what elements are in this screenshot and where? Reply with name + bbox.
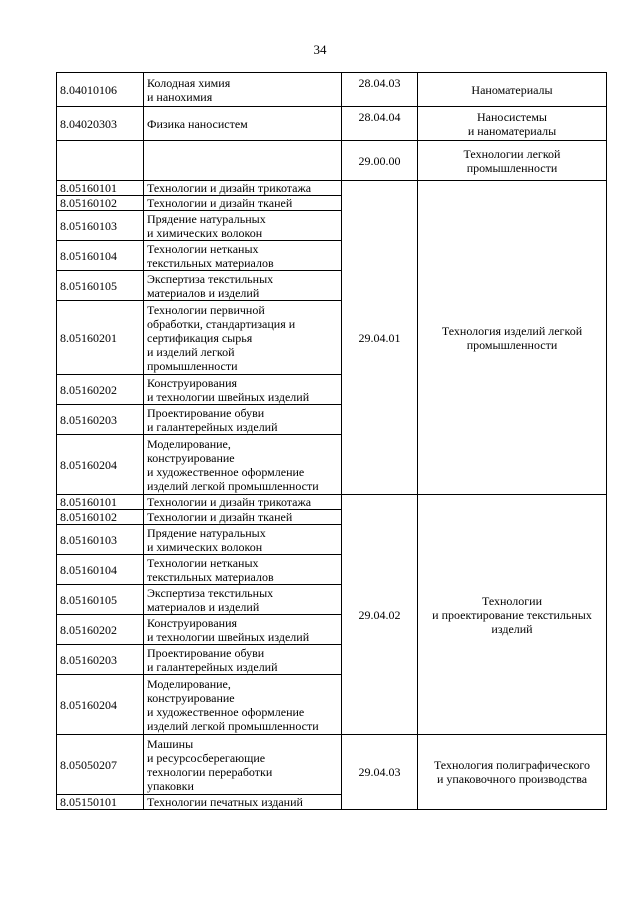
old-code-cell: 8.05160204 [57,435,144,495]
old-name-cell: Технологии первичной обработки, стандартизация и сертификация сырья и изделий легкой промышленности [144,301,342,375]
new-name-cell: Технология полиграфического и упаковочного производства [418,735,607,810]
table-row [57,495,607,510]
new-code-cell: 29.00.00 [342,141,418,181]
new-code-cell: 28.04.03 [342,73,418,107]
old-code-cell: 8.05160102 [57,196,144,211]
old-code-cell: 8.05160102 [57,510,144,525]
old-code-cell: 8.05050207 [57,735,144,795]
old-code-cell: 8.05160104 [57,241,144,271]
table-row [57,141,607,181]
old-name-cell: Технологии печатных изданий [144,795,342,810]
new-name-cell: Наноматериалы [418,73,607,107]
old-code-cell: 8.05160201 [57,301,144,375]
old-code-cell: 8.05160204 [57,675,144,735]
old-name-cell: Технологии и дизайн трикотажа [144,495,342,510]
old-code-cell: 8.05160203 [57,645,144,675]
old-name-cell: Моделирование, конструирование и художественное оформление изделий легкой промышленности [144,435,342,495]
old-code-cell: 8.05160104 [57,555,144,585]
old-name-cell: Технологии нетканых текстильных материалов [144,241,342,271]
page-number: 34 [313,42,327,57]
old-name-cell: Физика наносистем [144,107,342,141]
old-name-cell: Прядение натуральных и химических волокон [144,525,342,555]
new-code-cell: 28.04.04 [342,107,418,141]
old-name-cell [144,141,342,181]
specialty-correspondence-table [56,72,607,810]
old-code-cell: 8.05160202 [57,375,144,405]
old-name-cell: Прядение натуральных и химических волокон [144,211,342,241]
table-row [57,107,607,141]
old-code-cell: 8.05160203 [57,405,144,435]
old-code-cell: 8.05160103 [57,525,144,555]
old-code-cell: 8.05160101 [57,181,144,196]
old-name-cell: Конструирования и технологии швейных изделий [144,615,342,645]
old-name-cell: Машины и ресурсосберегающие технологии переработки упаковки [144,735,342,795]
old-code-cell: 8.04010106 [57,73,144,107]
old-name-cell: Колодная химия и нанохимия [144,73,342,107]
new-code-cell: 29.04.01 [342,181,418,495]
old-code-cell: 8.04020303 [57,107,144,141]
old-code-cell: 8.05150101 [57,795,144,810]
table-row [57,73,607,107]
old-code-cell: 8.05160105 [57,271,144,301]
old-name-cell: Технологии и дизайн трикотажа [144,181,342,196]
old-code-cell: 8.05160101 [57,495,144,510]
old-name-cell: Технологии и дизайн тканей [144,196,342,211]
old-name-cell: Проектирование обуви и галантерейных изделий [144,645,342,675]
old-name-cell: Технологии и дизайн тканей [144,510,342,525]
old-name-cell: Экспертиза текстильных материалов и изделий [144,271,342,301]
table-row [57,735,607,795]
new-name-cell: Технологии и проектирование текстильных изделий [418,495,607,735]
new-name-cell: Технологии легкой промышленности [418,141,607,181]
old-code-cell: 8.05160202 [57,615,144,645]
old-code-cell: 8.05160103 [57,211,144,241]
new-code-cell: 29.04.02 [342,495,418,735]
old-code-cell: 8.05160105 [57,585,144,615]
old-name-cell: Технологии нетканых текстильных материалов [144,555,342,585]
old-name-cell: Конструирования и технологии швейных изделий [144,375,342,405]
old-name-cell: Экспертиза текстильных материалов и изделий [144,585,342,615]
table-row [57,181,607,196]
old-code-cell [57,141,144,181]
new-code-cell: 29.04.03 [342,735,418,810]
new-name-cell: Наносистемы и наноматериалы [418,107,607,141]
old-name-cell: Проектирование обуви и галантерейных изделий [144,405,342,435]
new-name-cell: Технология изделий легкой промышленности [418,181,607,495]
old-name-cell: Моделирование, конструирование и художественное оформление изделий легкой промышленности [144,675,342,735]
